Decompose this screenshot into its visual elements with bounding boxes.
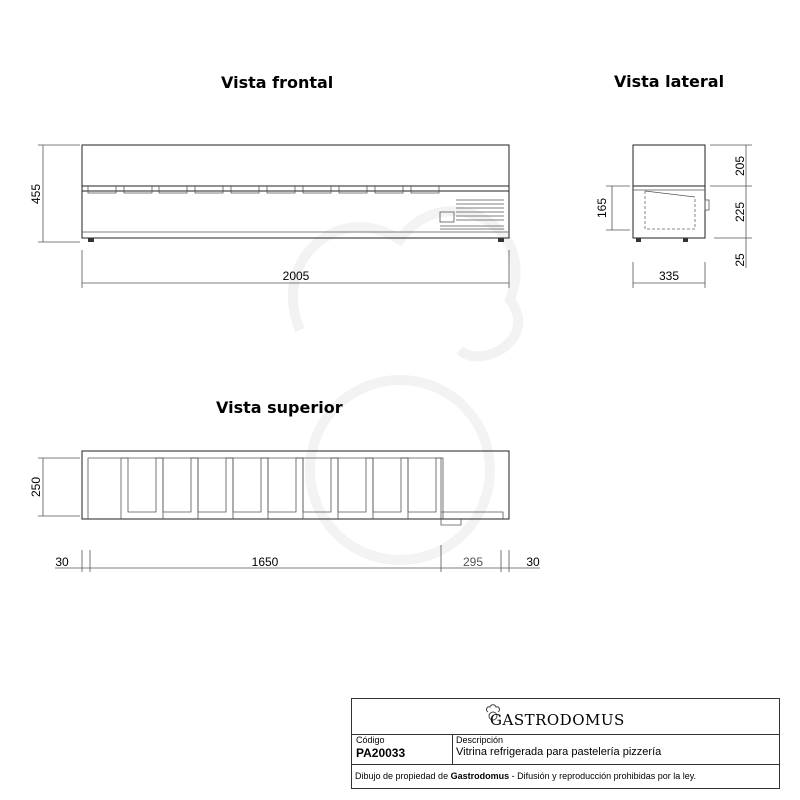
title-block-info <box>352 734 779 765</box>
dim-top-depth: 250 <box>29 476 43 498</box>
dim-top-trays: 1650 <box>251 555 279 569</box>
dim-top-right-margin: 30 <box>526 555 540 569</box>
code-value: PA20033 <box>356 746 406 760</box>
dim-top-motor: 295 <box>462 555 484 569</box>
brand-logo: GASTRODOMUS <box>490 711 625 729</box>
side-view <box>606 145 752 288</box>
title-block-header <box>352 699 779 735</box>
dim-side-middle: 225 <box>733 201 747 223</box>
footer-brand: Gastrodomus <box>450 771 510 781</box>
side-view-title: Vista lateral <box>614 72 725 91</box>
code-cell <box>352 734 453 764</box>
dim-side-top: 205 <box>733 155 747 177</box>
front-view-title: Vista frontal <box>221 73 334 92</box>
description-value: Vitrina refrigerada para pastelería pizzería <box>456 746 662 758</box>
top-view <box>38 451 540 572</box>
dim-top-left-margin: 30 <box>55 555 69 569</box>
footer-prefix: Dibujo de propiedad de <box>355 771 449 781</box>
top-view-title: Vista superior <box>216 398 343 417</box>
dim-side-depth: 335 <box>658 269 680 283</box>
code-label: Código <box>356 735 385 745</box>
dim-side-glass: 165 <box>595 197 609 219</box>
dim-front-height: 455 <box>29 183 43 205</box>
title-block <box>351 698 780 789</box>
watermark-logo <box>293 211 518 560</box>
dim-front-width: 2005 <box>282 269 310 283</box>
description-label: Descripción <box>456 735 504 745</box>
ownership-notice <box>355 771 696 781</box>
dim-side-feet: 25 <box>733 253 747 267</box>
footer-suffix: - Difusión y reproducción prohibidas por la ley. <box>511 771 697 781</box>
